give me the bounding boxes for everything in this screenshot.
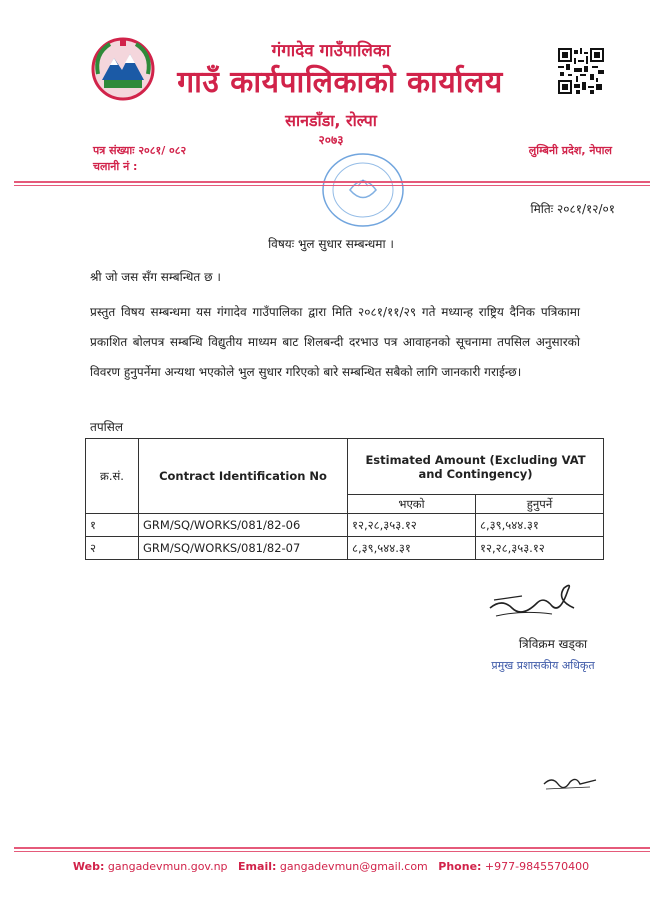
details-label: तपसिल: [90, 420, 124, 434]
row-serial: १: [86, 514, 139, 537]
letter-paragraph: प्रस्तुत विषय सम्बन्धमा यस गंगादेव गाउँपालिका द्वारा मिति २०८१/११/२९ गते मध्यान्ह राष्ट्रिय दैनिक पत्रिकामा प्रकाशित बोलपत्र सम्बन्धि विद्युतीय माध्यम बाट शिलबन्दी दरभाउ पत्र आवाहनको सूचनामा तपसिल अनुसारको विवरण हुनुपर्नेमा अन्यथा भएकोले भुल सुधार गरिएको बारे सम्बन्धित सबैको लागि जानकारी गराईन्छ।: [90, 305, 580, 379]
header-divider-thin: [14, 185, 650, 186]
table-row: [86, 537, 604, 560]
phone-label: Phone:: [438, 860, 482, 873]
correction-table: [85, 438, 604, 560]
letter-number-value: २०८१/ ०८२: [138, 144, 187, 157]
row-should-amount: ८,३९,५४४.३१: [476, 514, 604, 537]
email-label: Email:: [238, 860, 277, 873]
letter-meta: [93, 143, 186, 175]
qr-code-icon: [558, 48, 604, 94]
email-link[interactable]: gangadevmun@gmail.com: [279, 860, 428, 873]
signatory-title: प्रमुख प्रशासकीय अधिकृत: [491, 659, 595, 672]
row-was-amount: १२,२८,३५३.१२: [348, 514, 476, 537]
web-link[interactable]: gangadevmun.gov.np: [107, 860, 228, 873]
header-estimated-amount: Estimated Amount (Excluding VAT and Contingency): [348, 439, 604, 495]
header-divider: [14, 181, 650, 183]
footer-divider: [14, 847, 650, 849]
web-label: Web:: [72, 860, 105, 873]
office-title: गाउँ कार्यपालिकाको कार्यालय: [177, 65, 503, 100]
row-contract-id: GRM/SQ/WORKS/081/82-06: [139, 514, 348, 537]
signature-image: [482, 578, 582, 628]
table-row: [86, 514, 604, 537]
row-serial: २: [86, 537, 139, 560]
province-label: लुम्बिनी प्रदेश, नेपाल: [528, 144, 612, 157]
footer-divider-thin: [14, 851, 650, 852]
header-contract-id: Contract Identification No: [139, 439, 348, 514]
chalani-label: चलानी नं :: [93, 160, 138, 173]
row-should-amount: १२,२८,३५३.१२: [476, 537, 604, 560]
header-serial: क्र.सं.: [86, 439, 139, 514]
office-location: सानडाँडा, रोल्पा: [285, 111, 377, 130]
footer-contacts: [0, 860, 662, 873]
row-was-amount: ८,३९,५४४.३१: [348, 537, 476, 560]
municipality-name: गंगादेव गाउँपालिका: [271, 41, 391, 61]
row-contract-id: GRM/SQ/WORKS/081/82-07: [139, 537, 348, 560]
header-was: भएको: [348, 495, 476, 514]
initials-signature-image: [540, 770, 600, 794]
signatory-name: त्रिविक्रम खड्का: [518, 637, 588, 651]
header-should-be: हुनुपर्ने: [476, 495, 604, 514]
phone-number: +977-9845570400: [484, 860, 590, 873]
letter-subject: विषयः भुल सुधार सम्बन्धमा ।: [268, 237, 394, 251]
office-stamp-icon: [318, 150, 408, 230]
letter-date: मितिः २०८१/१२/०१: [530, 202, 615, 216]
established-year: २०७३: [318, 133, 344, 147]
letter-number-label: पत्र संख्याः: [93, 144, 135, 157]
letter-greeting: श्री जो जस सँग सम्बन्धित छ ।: [90, 270, 221, 284]
